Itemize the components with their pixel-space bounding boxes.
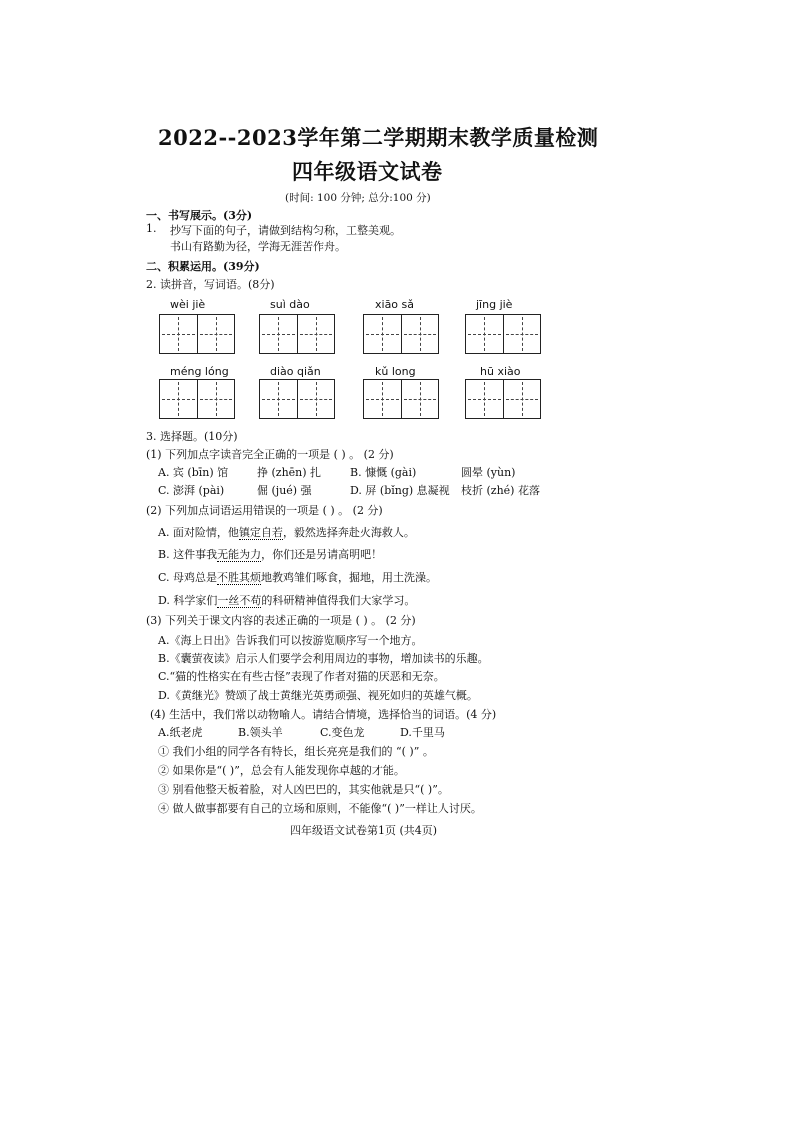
p3-option-a: A.《海上日出》告诉我们可以按游览顺序写一个地方。 xyxy=(158,634,423,647)
q1-label: 1. xyxy=(146,222,157,235)
q2-heading: 2. 读拼音，写词语。(8分) xyxy=(146,278,275,291)
p1-option-a2: 挣 (zhēn) 扎 xyxy=(257,466,322,479)
p4-sentence-3: ③ 别看他整天板着脸，对人凶巴巴的，其实他就是只“( )”。 xyxy=(158,783,449,796)
p1-stem: (1) 下列加点字读音完全正确的一项是 ( ) 。 (2 分) xyxy=(146,448,394,461)
dotted-word: 一丝不苟 xyxy=(217,594,262,607)
p2-option-a: A. 面对险情，他镇定自若，毅然选择奔赴火海救人。 xyxy=(158,526,415,539)
p3-option-d: D.《黄继光》赞颂了战士黄继光英勇顽强、视死如归的英雄气概。 xyxy=(158,689,478,702)
section2-heading: 二、积累运用。(39分) xyxy=(146,260,260,273)
writing-grid-8[interactable] xyxy=(465,379,541,419)
writing-grid-5[interactable] xyxy=(159,379,235,419)
q1-sentence: 书山有路勤为径，学海无涯苦作舟。 xyxy=(170,240,346,253)
p2-stem: (2) 下列加点词语运用错误的一项是 ( ) 。 (2 分) xyxy=(146,504,383,517)
pinyin-4: jīng jiè xyxy=(476,298,513,311)
pinyin-8: hū xiào xyxy=(480,365,521,378)
pinyin-6: diào qiǎn xyxy=(270,365,321,378)
p4-option-c: C.变色龙 xyxy=(320,726,365,739)
writing-grid-1[interactable] xyxy=(159,314,235,354)
section1-heading: 一、书写展示。(3分) xyxy=(146,209,253,222)
p4-option-d: D.千里马 xyxy=(400,726,445,739)
pinyin-1: wèi jiè xyxy=(170,298,206,311)
pinyin-2: suì dào xyxy=(270,298,310,311)
dotted-word: 镇定自若 xyxy=(238,526,283,539)
p1-option-a1: A. 宾 (bīn) 馆 xyxy=(158,466,229,479)
pinyin-7: kǔ long xyxy=(375,365,416,378)
p3-option-c: C.“猫的性格实在有些古怪”表现了作者对猫的厌恶和无奈。 xyxy=(158,670,445,683)
dotted-word: 无能为力 xyxy=(217,548,262,561)
p2-option-c: C. 母鸡总是不胜其烦地教鸡雏们啄食，掘地，用土洗澡。 xyxy=(158,571,438,584)
p4-option-b: B.领头羊 xyxy=(238,726,283,739)
p1-option-d2: 枝折 (zhé) 花落 xyxy=(461,484,540,497)
writing-grid-4[interactable] xyxy=(465,314,541,354)
pinyin-5: méng lóng xyxy=(170,365,229,378)
p3-stem: (3) 下列关于课文内容的表述正确的一项是 ( ) 。 (2 分) xyxy=(146,614,416,627)
exam-title-line1: 2022--2023学年第二学期期末教学质量检测 xyxy=(158,125,599,150)
q3-heading: 3. 选择题。(10分) xyxy=(146,430,238,443)
p2-option-d: D. 科学家们一丝不苟的科研精神值得我们大家学习。 xyxy=(158,594,416,607)
writing-grid-6[interactable] xyxy=(259,379,335,419)
exam-meta: (时间: 100 分钟; 总分:100 分) xyxy=(285,192,431,204)
p4-sentence-1: ① 我们小组的同学各有特长，组长亮亮是我们的 “( )” 。 xyxy=(158,745,434,758)
dotted-word: 不胜其烦 xyxy=(217,571,262,584)
p1-option-d1: D. 屏 (bǐng) 息凝视 xyxy=(350,484,450,497)
writing-grid-2[interactable] xyxy=(259,314,335,354)
q1-text: 抄写下面的句子，请做到结构匀称，工整美观。 xyxy=(170,224,401,237)
p3-option-b: B.《囊萤夜读》启示人们要学会利用周边的事物，增加读书的乐趣。 xyxy=(158,652,489,665)
p4-option-a: A.纸老虎 xyxy=(158,726,203,739)
p1-option-b1: B. 慷慨 (gài) xyxy=(350,466,417,479)
pinyin-3: xiāo sǎ xyxy=(375,298,415,311)
p1-option-c2: 倔 (jué) 强 xyxy=(257,484,312,497)
p1-option-b2: 圆晕 (yùn) xyxy=(461,466,516,479)
page-footer: 四年级语文试卷第1页 (共4页) xyxy=(290,824,438,837)
p4-sentence-2: ② 如果你是“( )”，总会有人能发现你卓越的才能。 xyxy=(158,764,405,777)
p1-option-c1: C. 澎湃 (pài) xyxy=(158,484,225,497)
writing-grid-7[interactable] xyxy=(363,379,439,419)
p4-stem: (4) 生活中，我们常以动物喻人。请结合情境，选择恰当的词语。(4 分) xyxy=(150,708,497,721)
p2-option-b: B. 这件事我无能为力，你们还是另请高明吧！ xyxy=(158,548,383,561)
p4-sentence-4: ④ 做人做事都要有自己的立场和原则，不能像“( )”一样让人讨厌。 xyxy=(158,802,482,815)
writing-grid-3[interactable] xyxy=(363,314,439,354)
exam-title-line2: 四年级语文试卷 xyxy=(292,159,443,184)
